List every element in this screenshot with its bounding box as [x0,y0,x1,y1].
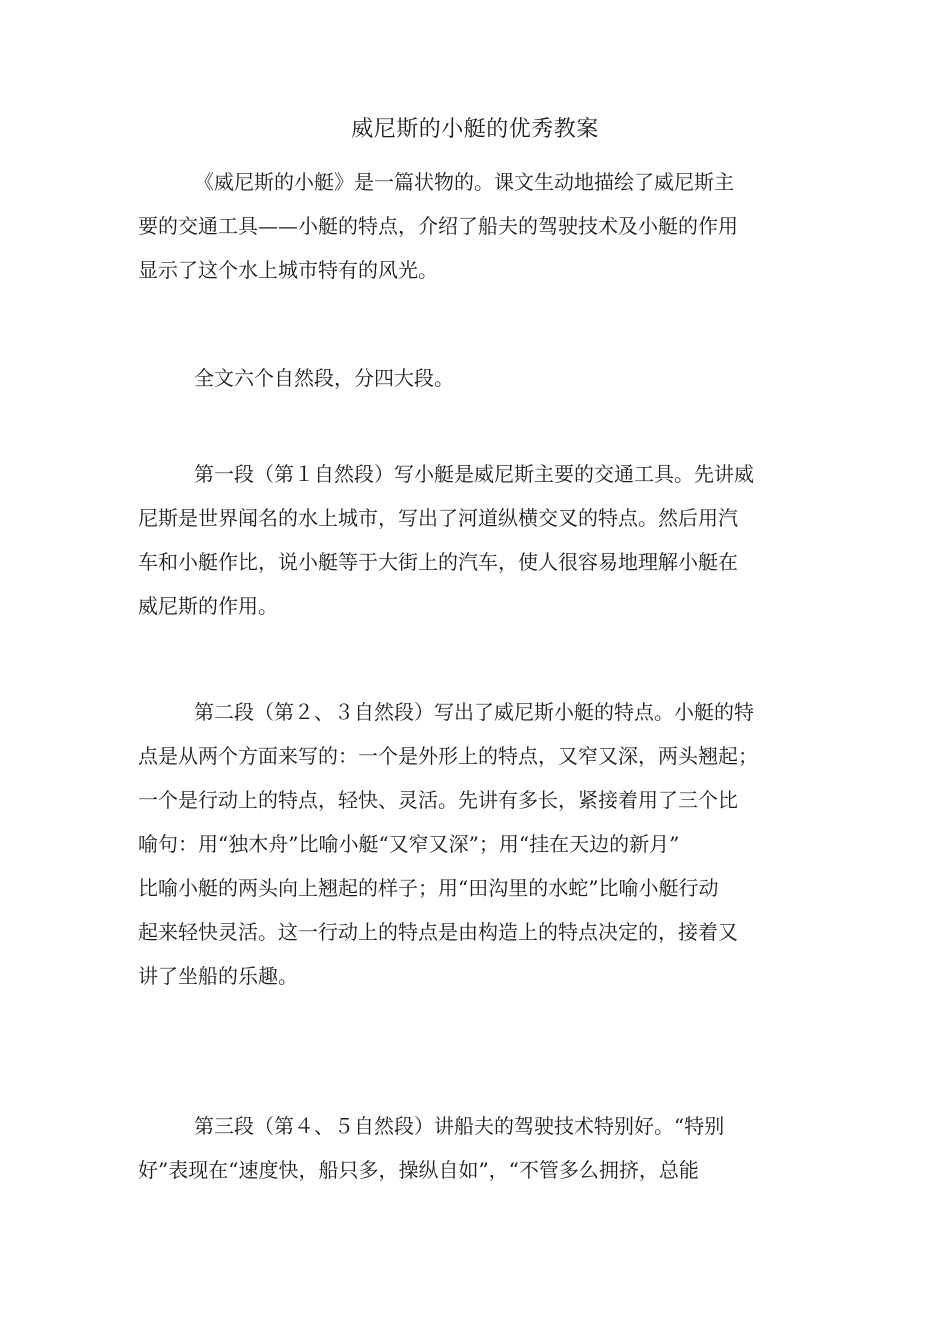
paragraph-line: 点是从两个方面来写的：一个是外形上的特点，又窄又深，两头翘起； [138,744,758,768]
paragraph-line: 第二段（第２、３自然段）写出了威尼斯小艇的特点。小艇的特 [194,700,754,724]
paragraph-line: 第一段（第１自然段）写小艇是威尼斯主要的交通工具。先讲威 [194,462,754,486]
paragraph-line: 要的交通工具——小艇的特点，介绍了船夫的驾驶技术及小艇的作用 [138,214,738,238]
paragraph-line: 威尼斯的作用。 [138,594,278,618]
paragraph-section-two [138,690,818,998]
paragraph-line: 喻句：用“独木舟”比喻小艇“又窄又深”；用“挂在天边的新月” [138,832,680,856]
paragraph-line: 显示了这个水上城市特有的风光。 [138,258,438,282]
paragraph-line: 尼斯是世界闻名的水上城市，写出了河道纵横交叉的特点。然后用汽 [138,506,738,530]
paragraph-line: 第三段（第４、５自然段）讲船夫的驾驶技术特别好。“特别 [194,1114,725,1138]
paragraph-line: 起来轻快灵活。这一行动上的特点是由构造上的特点决定的，接着又 [138,920,738,944]
paragraph-section-one [138,452,818,628]
paragraph-structure [138,356,818,400]
paragraph-line: 好”表现在“速度快，船只多，操纵自如”，“不管多么拥挤，总能 [138,1158,699,1182]
paragraph-line: 讲了坐船的乐趣。 [138,964,298,988]
paragraph-line: 车和小艇作比，说小艇等于大街上的汽车，使人很容易地理解小艇在 [138,550,738,574]
paragraph-section-three [138,1104,818,1192]
document-title: 威尼斯的小艇的优秀教案 [351,117,599,142]
paragraph-line: 比喻小艇的两头向上翘起的样子；用“田沟里的水蛇”比喻小艇行动 [138,876,719,900]
paragraph-line: 全文六个自然段，分四大段。 [194,366,454,390]
paragraph-line: 一个是行动上的特点，轻快、灵活。先讲有多长，紧接着用了三个比 [138,788,738,812]
paragraph-line: 《威尼斯的小艇》是一篇状物的。课文生动地描绘了威尼斯主 [194,170,734,194]
paragraph-intro [138,160,818,292]
